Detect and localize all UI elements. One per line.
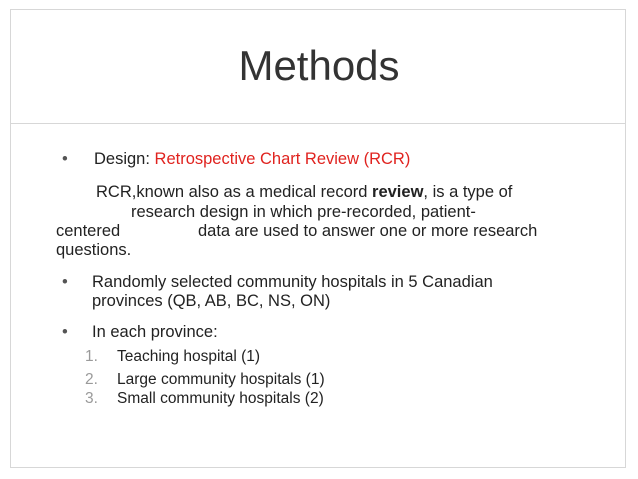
definition-text-a: RCR,known also as a medical record bbox=[96, 183, 373, 201]
title-divider bbox=[11, 123, 625, 124]
province-item-1-number: 1. bbox=[85, 348, 98, 365]
design-value: Retrospective Chart Review (RCR) bbox=[154, 150, 411, 168]
definition-text-b: , is a type of bbox=[423, 183, 513, 201]
hospitals-line-2: provinces (QB, AB, BC, NS, ON) bbox=[92, 292, 331, 310]
design-label: Design: bbox=[94, 150, 155, 168]
province-item-2-text: Large community hospitals (1) bbox=[117, 371, 325, 388]
province-item-3-text: Small community hospitals (2) bbox=[117, 390, 324, 407]
bullet-design-marker: • bbox=[62, 150, 68, 168]
hospitals-line-1: Randomly selected community hospitals in 5 Canadian bbox=[92, 273, 493, 291]
province-item-2-number: 2. bbox=[85, 371, 98, 388]
definition-line-4: questions. bbox=[56, 241, 132, 259]
province-item-1-text: Teaching hospital (1) bbox=[117, 348, 261, 365]
bullet-hospitals-marker: • bbox=[62, 273, 68, 291]
definition-line-2: research design in which pre-recorded, patient- bbox=[131, 203, 476, 221]
slide-title: Methods bbox=[238, 42, 400, 89]
definition-line-1 bbox=[96, 183, 512, 202]
definition-bold-review: review bbox=[372, 183, 424, 201]
definition-line-3b: data are used to answer one or more research bbox=[198, 222, 538, 240]
province-label: In each province: bbox=[92, 323, 218, 341]
province-item-3-number: 3. bbox=[85, 390, 98, 407]
design-line bbox=[94, 150, 410, 169]
definition-line-3a: centered bbox=[56, 222, 121, 240]
bullet-province-marker: • bbox=[62, 323, 68, 341]
